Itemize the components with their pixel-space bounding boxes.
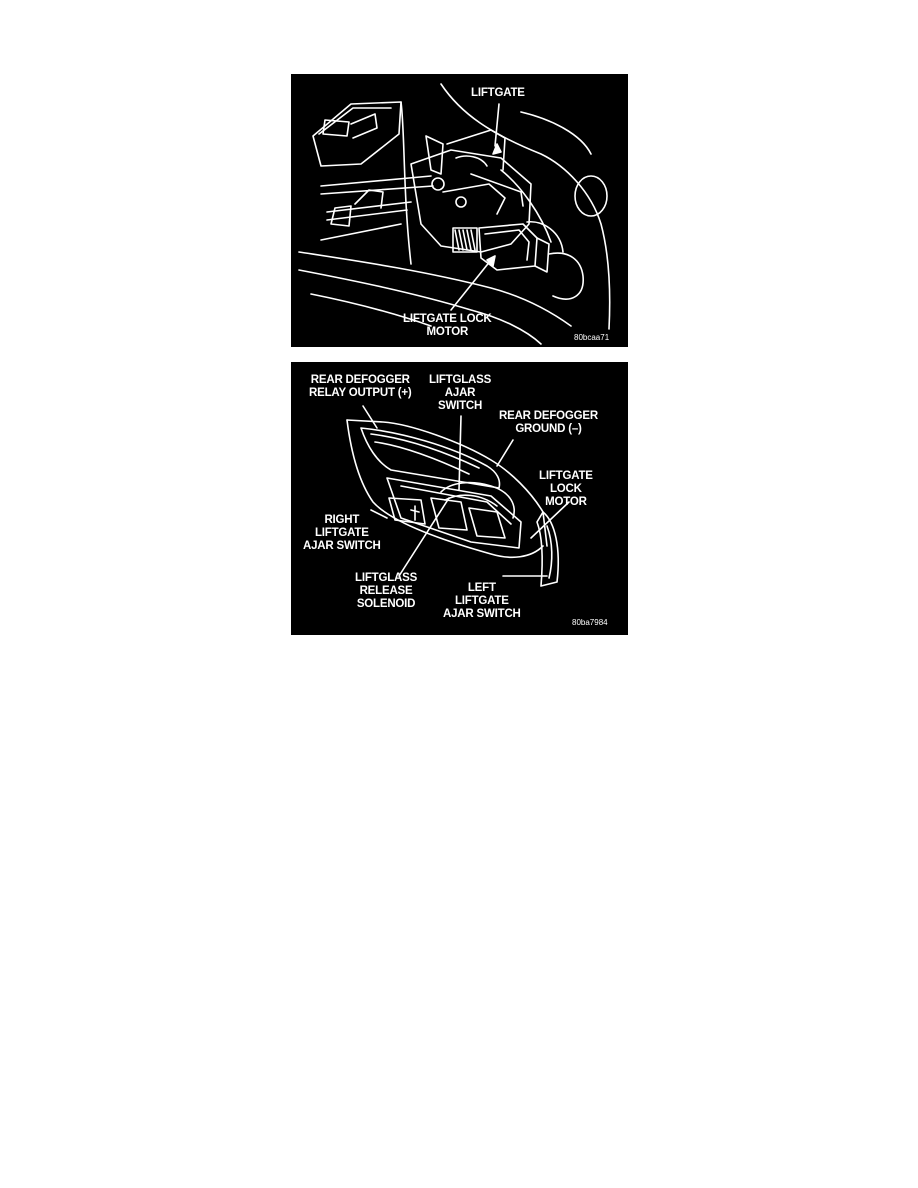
callout-left-ajar-line2: LIFTGATE [454,595,509,607]
liftgate-lock-motor-illustration [291,74,628,347]
callout-liftglass-ajar-switch [429,374,491,413]
callout-right-liftgate-ajar-switch [303,514,381,553]
callout-solenoid-line1: LIFTGLASS [355,572,418,584]
liftgate-switches-figure [291,362,628,635]
liftgate-lock-motor-figure [291,74,628,347]
callout-lock-motor-line3: MOTOR [545,496,587,508]
callout-liftgate-lock-motor [403,313,492,339]
callout-lock-motor-line1: LIFTGATE LOCK [403,313,492,325]
callout-rear-defogger-relay-line1: REAR DEFOGGER [310,374,410,386]
callout-solenoid-line2: RELEASE [359,585,413,597]
callout-lock-motor-line1: LIFTGATE [539,470,593,482]
figure-id: 80bcaa71 [574,333,610,342]
callout-solenoid-line3: SOLENOID [356,598,416,610]
callout-lock-motor-line2: LOCK [549,483,582,495]
figure-id: 80ba7984 [572,618,608,627]
callout-right-ajar-line2: LIFTGATE [314,527,369,539]
callout-liftglass-release-solenoid [355,572,417,611]
callout-rear-defogger-relay [309,374,412,400]
callout-rear-defogger-ground-line2: GROUND (–) [515,423,582,435]
callout-rear-defogger-ground-line1: REAR DEFOGGER [499,410,598,422]
callout-liftglass-ajar-line1: LIFTGLASS [429,374,492,386]
callout-liftgate-text: LIFTGATE [471,87,525,99]
callout-rear-defogger-ground [499,410,598,436]
callout-left-ajar-line1: LEFT [467,582,496,594]
callout-left-liftgate-ajar-switch [443,582,521,621]
callout-lock-motor-line2: MOTOR [426,326,469,338]
callout-liftgate [471,87,525,100]
callout-liftgate-lock-motor [539,470,593,509]
callout-rear-defogger-relay-line2: RELAY OUTPUT (+) [309,387,412,399]
callout-liftglass-ajar-line2: AJAR [444,387,476,399]
callout-right-ajar-line1: RIGHT [324,514,360,526]
callout-left-ajar-line3: AJAR SWITCH [443,608,521,620]
callout-right-ajar-line3: AJAR SWITCH [303,540,381,552]
callout-liftglass-ajar-line3: SWITCH [437,400,483,412]
